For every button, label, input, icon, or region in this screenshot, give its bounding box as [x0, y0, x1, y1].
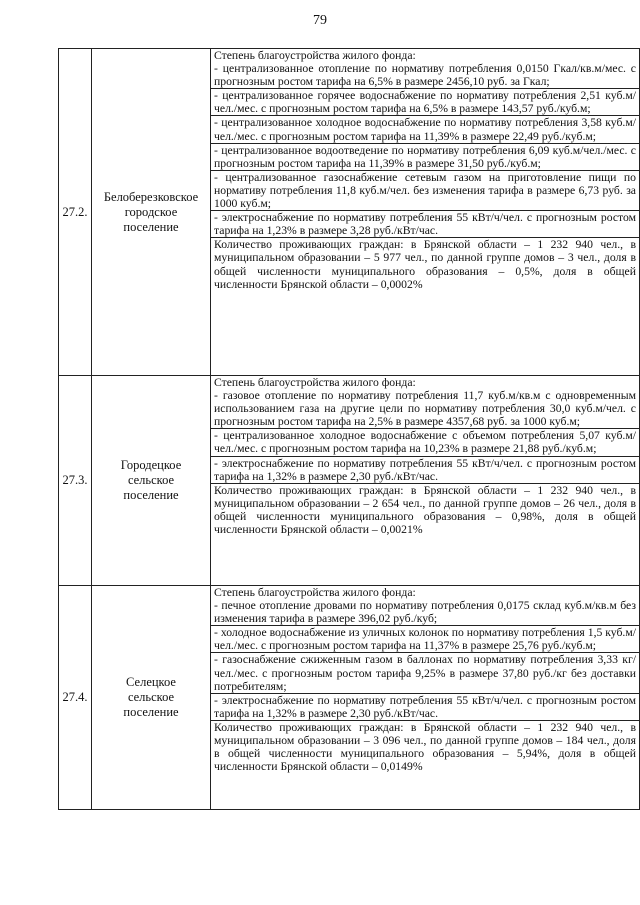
settlement-name-line: сельское	[127, 473, 175, 487]
settlement-name	[92, 49, 211, 376]
section-title: Степень благоустройства жилого фонда:	[214, 376, 416, 389]
settlement-name-line: Городецкое	[120, 458, 182, 472]
list-item: - электроснабжение по нормативу потребления 55 кВт/ч/чел. с прогнозным ростом тарифа на 1,23% в размере 3,28 руб./кВт/час.	[211, 210, 639, 237]
settlement-name	[92, 586, 211, 810]
list-item: - электроснабжение по нормативу потребления 55 кВт/ч/чел. с прогнозным ростом тарифа на 1,32% в размере 2,30 руб./кВт/час.	[211, 456, 639, 483]
list-item: - централизованное горячее водоснабжение по нормативу потребления 2,51 куб.м/чел./мес. с прогнозным ростом тарифа на 6,5% в размере 143,57 руб./куб.м;	[211, 88, 639, 115]
settlement-name-line: Белоберезковское	[103, 189, 199, 204]
list-item: - холодное водоснабжение из уличных колонок по нормативу потребления 1,5 куб.м/чел./мес. с прогнозным ростом тарифа на 11,37% в размере 25,76 руб./куб.м;	[211, 625, 639, 652]
list-item: - централизованное газоснабжение сетевым газом на приготовление пищи по нормативу потребления 11,8 куб.м/чел. без изменения тарифа в размере 6,73 руб. за 1000 куб.м;	[211, 170, 639, 210]
housing-description	[211, 49, 640, 376]
list-item: - электроснабжение по нормативу потребления 55 кВт/ч/чел. с прогнозным ростом тарифа на 1,32% в размере 2,30 руб./кВт/час.	[211, 693, 639, 720]
residents-info: Количество проживающих граждан: в Брянской области – 1 232 940 чел., в муниципальном образовании – 3 096 чел., по данной группе домов – 184 чел., доля в общей численности муниципального образования – 5,94%, доля в общей численности Брянской области – 0,0149%	[211, 720, 639, 773]
housing-description	[211, 376, 640, 586]
row-number: 27.2.	[59, 49, 92, 376]
tariff-table	[58, 48, 640, 810]
list-item: - централизованное холодное водоснабжение по нормативу потребления 3,58 куб.м/чел./мес. с прогнозным ростом тарифа на 11,39% в размере 22,49 руб./куб.м;	[211, 115, 639, 142]
settlement-name-line: поселение	[123, 219, 179, 234]
list-item: - газовое отопление по нормативу потребления 11,7 куб.м/кв.м с одновременным использованием газа на другие цели по нормативу потребления 30,0 куб.м/чел. с прогнозным ростом тарифа на 2,5% в размере 4357,68 руб. за 1000 куб.м;	[214, 389, 636, 429]
table-row	[59, 376, 640, 586]
table-row	[59, 49, 640, 376]
list-item: - газоснабжение сжиженным газом в баллонах по нормативу потребления 3,33 кг/чел./мес. с прогнозным ростом тарифа 9,25% в размере 37,80 руб./кг без доставки потребителям;	[211, 652, 639, 692]
row-number: 27.3.	[59, 376, 92, 586]
settlement-name-line: городское	[124, 204, 178, 219]
table-row	[59, 586, 640, 810]
settlement-name-line: Селецкое	[126, 675, 176, 689]
residents-info: Количество проживающих граждан: в Брянской области – 1 232 940 чел., в муниципальном образовании – 5 977 чел., по данной группе домов – 3 чел., доля в общей численности муниципального образования – 0,5%, доля в общей численности Брянской области – 0,0002%	[211, 237, 639, 290]
housing-description	[211, 586, 640, 810]
list-item: - централизованное холодное водоснабжение с объемом потребления 5,07 куб.м/чел./мес. с прогнозным ростом тарифа на 10,23% в размере 21,88 руб./куб.м;	[211, 428, 639, 455]
settlement-name	[92, 376, 211, 586]
page-number: 79	[313, 13, 327, 28]
settlement-name-line: поселение	[123, 488, 179, 502]
list-item: - печное отопление дровами по нормативу потребления 0,0175 склад куб.м/кв.м без изменения тарифа в размере 396,02 руб./куб;	[214, 599, 636, 626]
settlement-name-line: поселение	[123, 705, 179, 719]
settlement-name-line: сельское	[127, 690, 175, 704]
row-number: 27.4.	[59, 586, 92, 810]
section-title: Степень благоустройства жилого фонда:	[214, 586, 416, 599]
residents-info: Количество проживающих граждан: в Брянской области – 1 232 940 чел., в муниципальном образовании – 2 654 чел., по данной группе домов – 26 чел., доля в общей численности муниципального образования – 0,98%, доля в общей численности Брянской области – 0,0021%	[211, 483, 639, 536]
section-title: Степень благоустройства жилого фонда:	[214, 49, 416, 62]
list-item: - централизованное отопление по нормативу потребления 0,0150 Гкал/кв.м/мес. с прогнозным ростом тарифа на 6,5% в размере 2456,10 руб. за Гкал;	[214, 62, 636, 89]
list-item: - централизованное водоотведение по нормативу потребления 6,09 куб.м/чел./мес. с прогнозным ростом тарифа на 11,39% в размере 31,50 руб./куб.м;	[211, 143, 639, 170]
